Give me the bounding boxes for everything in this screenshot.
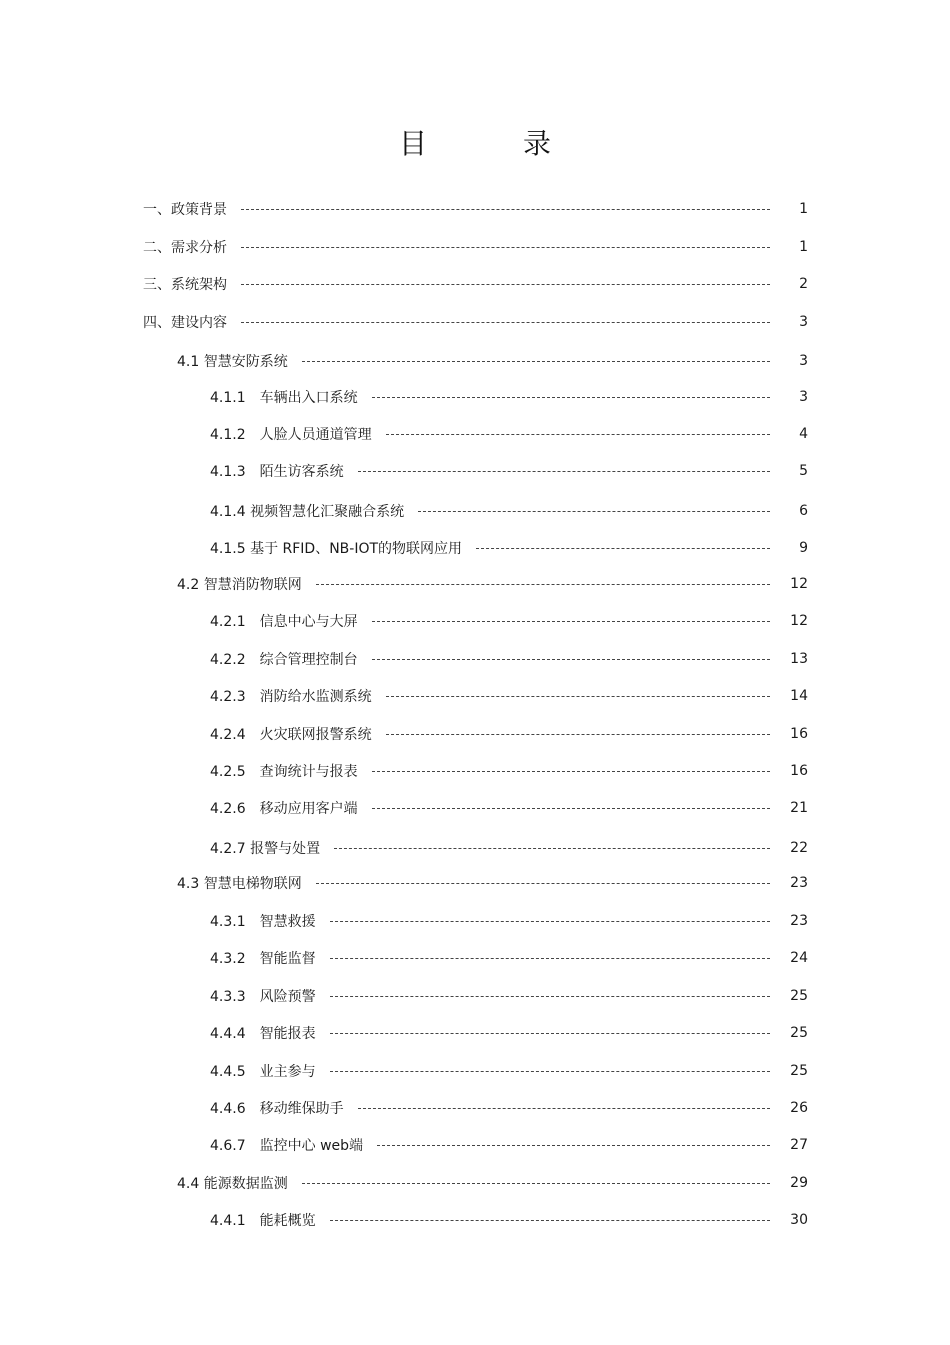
toc-entry-page: 1	[799, 239, 808, 255]
toc-leader-dashes	[316, 584, 770, 585]
toc-entry-page: 26	[790, 1100, 808, 1116]
toc-entry-page: 29	[790, 1175, 808, 1191]
toc-entry[interactable]	[210, 724, 808, 744]
toc-entry-page: 4	[799, 426, 808, 442]
toc-entry[interactable]	[210, 461, 808, 481]
toc-entry-page: 5	[799, 463, 808, 479]
toc-leader-dashes	[372, 397, 770, 398]
toc-leader-dashes	[316, 883, 770, 884]
toc-entry-label: 4.4.1 能耗概览	[210, 1213, 316, 1229]
toc-entry-label: 4.1.1 车辆出入口系统	[210, 390, 358, 406]
toc-entry-label: 4.3.2 智能监督	[210, 951, 316, 967]
toc-entry[interactable]	[177, 574, 808, 594]
toc-entry[interactable]	[210, 1098, 808, 1118]
toc-entry-label: 4.3.1 智慧救援	[210, 914, 316, 930]
toc-leader-dashes	[330, 1033, 770, 1034]
toc-entry-page: 27	[790, 1137, 808, 1153]
toc-entry[interactable]	[210, 387, 808, 407]
toc-entry-page: 22	[790, 840, 808, 856]
toc-entry-label: 4.3.3 风险预警	[210, 989, 316, 1005]
toc-entry-page: 23	[790, 875, 808, 891]
toc-entry-label: 4.1.2 人脸人员通道管理	[210, 427, 372, 443]
toc-entry-page: 6	[799, 503, 808, 519]
toc-entry-label: 三、系统架构	[143, 277, 227, 293]
toc-entry-page: 25	[790, 988, 808, 1004]
toc-entry-page: 25	[790, 1025, 808, 1041]
toc-entry-label: 4.2 智慧消防物联网	[177, 577, 302, 593]
toc-leader-dashes	[302, 361, 770, 362]
toc-entry[interactable]	[210, 1061, 808, 1081]
toc-entry[interactable]	[210, 1023, 808, 1043]
toc-entry-label: 4.2.7 报警与处置	[210, 841, 321, 857]
toc-entry-page: 23	[790, 913, 808, 929]
toc-entry-label: 四、建设内容	[143, 315, 227, 331]
toc-entry-page: 16	[790, 726, 808, 742]
toc-entry-label: 二、需求分析	[143, 240, 227, 256]
toc-title: 目 录	[398, 127, 585, 160]
toc-entry[interactable]	[210, 501, 808, 521]
toc-entry-label: 4.4.5 业主参与	[210, 1064, 316, 1080]
toc-entry-page: 3	[799, 353, 808, 369]
toc-leader-dashes	[334, 848, 770, 849]
toc-entry[interactable]	[210, 538, 808, 558]
toc-entry-page: 1	[799, 201, 808, 217]
toc-entry[interactable]	[210, 986, 808, 1006]
toc-leader-dashes	[330, 996, 770, 997]
toc-entry-label: 4.6.7 监控中心 web端	[210, 1138, 364, 1154]
toc-entry-label: 4.2.2 综合管理控制台	[210, 652, 358, 668]
toc-entry-label: 4.2.1 信息中心与大屏	[210, 614, 358, 630]
toc-leader-dashes	[372, 808, 770, 809]
toc-leader-dashes	[372, 771, 770, 772]
toc-entry[interactable]	[143, 237, 808, 257]
toc-entry[interactable]	[210, 1135, 808, 1155]
toc-entry-page: 3	[799, 389, 808, 405]
toc-leader-dashes	[372, 659, 770, 660]
toc-entry-label: 4.2.6 移动应用客户端	[210, 801, 358, 817]
toc-entry-page: 3	[799, 314, 808, 330]
toc-leader-dashes	[330, 958, 770, 959]
toc-entry-label: 4.3 智慧电梯物联网	[177, 876, 302, 892]
toc-entry[interactable]	[177, 1173, 808, 1193]
toc-entry[interactable]	[177, 351, 808, 371]
toc-entry[interactable]	[210, 686, 808, 706]
toc-entry-label: 4.2.3 消防给水监测系统	[210, 689, 372, 705]
toc-entry-label: 4.4 能源数据监测	[177, 1176, 288, 1192]
toc-leader-dashes	[241, 322, 770, 323]
toc-entry[interactable]	[143, 312, 808, 332]
toc-leader-dashes	[386, 696, 770, 697]
toc-entry[interactable]	[210, 649, 808, 669]
toc-entry-label: 4.4.4 智能报表	[210, 1026, 316, 1042]
toc-entry-label: 4.4.6 移动维保助手	[210, 1101, 344, 1117]
toc-leader-dashes	[386, 734, 770, 735]
toc-entry[interactable]	[143, 199, 808, 219]
toc-entry[interactable]	[210, 798, 808, 818]
toc-entry[interactable]	[210, 611, 808, 631]
toc-entry-page: 12	[790, 576, 808, 592]
toc-entry-label: 4.2.5 查询统计与报表	[210, 764, 358, 780]
toc-entry[interactable]	[210, 424, 808, 444]
toc-entry[interactable]	[210, 761, 808, 781]
toc-leader-dashes	[358, 1108, 770, 1109]
toc-entry[interactable]	[210, 1210, 808, 1230]
toc-entry-page: 13	[790, 651, 808, 667]
toc-leader-dashes	[241, 209, 770, 210]
toc-entry-page: 30	[790, 1212, 808, 1228]
toc-leader-dashes	[372, 621, 770, 622]
toc-leader-dashes	[476, 548, 770, 549]
toc-entry-page: 16	[790, 763, 808, 779]
toc-entry-label: 4.1.5 基于 RFID、NB-IOT的物联网应用	[210, 541, 463, 557]
toc-leader-dashes	[330, 1071, 770, 1072]
toc-leader-dashes	[418, 511, 770, 512]
toc-entry[interactable]	[177, 873, 808, 893]
toc-entry[interactable]	[143, 274, 808, 294]
toc-entry[interactable]	[210, 838, 808, 858]
toc-leader-dashes	[386, 434, 770, 435]
toc-entry[interactable]	[210, 911, 808, 931]
toc-entry-page: 21	[790, 800, 808, 816]
toc-leader-dashes	[377, 1145, 770, 1146]
toc-entry-page: 14	[790, 688, 808, 704]
toc-entry-label: 4.1.4 视频智慧化汇聚融合系统	[210, 504, 405, 520]
toc-entry-label: 4.2.4 火灾联网报警系统	[210, 727, 372, 743]
toc-entry-page: 9	[799, 540, 808, 556]
toc-entry[interactable]	[210, 948, 808, 968]
toc-entry-page: 24	[790, 950, 808, 966]
toc-entry-page: 12	[790, 613, 808, 629]
toc-entry-label: 4.1 智慧安防系统	[177, 354, 288, 370]
toc-entry-page: 25	[790, 1063, 808, 1079]
toc-entry-page: 2	[799, 276, 808, 292]
toc-leader-dashes	[330, 921, 770, 922]
toc-entry-label: 一、政策背景	[143, 202, 227, 218]
toc-leader-dashes	[358, 471, 770, 472]
toc-leader-dashes	[330, 1220, 770, 1221]
toc-entry-label: 4.1.3 陌生访客系统	[210, 464, 344, 480]
toc-leader-dashes	[241, 284, 770, 285]
toc-leader-dashes	[241, 247, 770, 248]
toc-leader-dashes	[302, 1183, 770, 1184]
